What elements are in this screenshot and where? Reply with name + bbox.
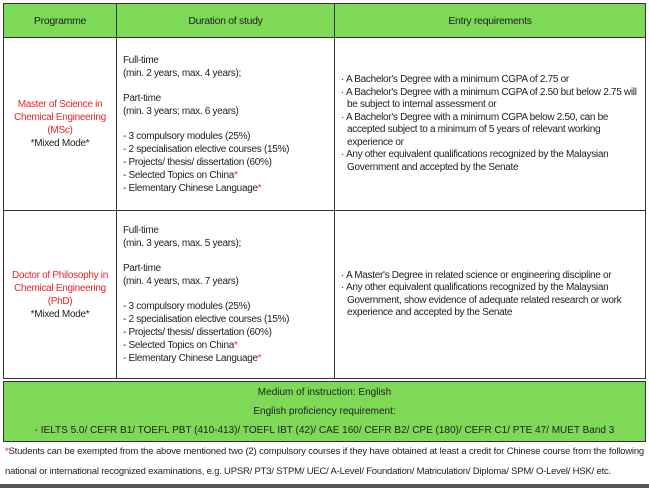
asterisk: *: [257, 182, 262, 194]
duration-cell: [117, 211, 335, 379]
entry-item: · Any other equivalent qualifications recognized by the Malaysian Government and accepted by the Senate: [341, 149, 609, 173]
asterisk: *: [233, 340, 238, 351]
table-header: [4, 4, 646, 38]
course-item: - Elementary Chinese Language*: [123, 182, 262, 194]
programme-cell: [4, 211, 117, 379]
entry-item: · A Bachelor's Degree with a minimum CGPA of 2.50 but below 2.75 will be subject to internal assessment or: [341, 86, 637, 110]
table-row: [4, 38, 646, 211]
entry-item: · A Bachelor's Degree with a minimum CGPA of 2.75 or: [341, 74, 569, 85]
medium-of-instruction: Medium of instruction: English: [257, 387, 392, 398]
entry-item: · Any other equivalent qualifications recognized by the Malaysian Government, show evidence of adequate related research or work experience and accepted by the Senate: [341, 282, 622, 318]
entry-item: · A Bachelor's Degree with a minimum CGPA below 2.50, can be accepted subject to a minimum of 5 years of relevant working experience or: [341, 111, 609, 148]
course-item: - Projects/ thesis/ dissertation (60%): [123, 156, 272, 168]
parttime-label: Part-time: [123, 263, 161, 274]
parttime-duration: (min. 3 years; max. 6 years): [123, 105, 239, 117]
course-item: - Projects/ thesis/ dissertation (60%): [123, 327, 272, 338]
fulltime-duration: (min. 3 years, max. 5 years);: [123, 238, 241, 249]
course-item: - Selected Topics on China*: [123, 169, 238, 181]
course-item: - 2 specialisation elective courses (15%): [123, 143, 290, 155]
footnote: [3, 442, 646, 482]
programme-name: Doctor of Philosophy in Chemical Engineering (PhD): [12, 269, 108, 307]
proficiency-tests: - IELTS 5.0/ CEFR B1/ TOEFL PBT (410-413)/ TOEFL IBT (42)/ CAE 160/ CEFR B2/ CPE (180)/ CEFR C1/ PTE 47/ MUET Band 3: [34, 425, 615, 436]
programme-table: [3, 3, 646, 379]
asterisk: *: [257, 353, 262, 364]
header-entry: Entry requirements: [335, 4, 646, 38]
proficiency-heading: English proficiency requirement:: [253, 406, 396, 417]
header-programme: Programme: [4, 4, 117, 38]
parttime-label: Part-time: [123, 92, 161, 104]
bottom-divider: [0, 484, 649, 488]
parttime-duration: (min. 4 years, max. 7 years): [123, 276, 239, 287]
entry-cell: [335, 211, 646, 379]
language-requirements: [3, 381, 646, 442]
programme-mode: *Mixed Mode*: [30, 308, 90, 320]
programme-cell: [4, 38, 117, 211]
course-item: - Elementary Chinese Language*: [123, 353, 262, 364]
footnote-star: *: [5, 446, 9, 457]
entry-item: · A Master's Degree in related science or engineering discipline or: [341, 269, 612, 281]
entry-list: [341, 74, 639, 174]
footnote-text: Students can be exempted from the above mentioned two (2) compulsory courses if they have obtained at least a credit for Chinese course from the following national or international recognized examinations, e.g. UPSR/ PT3/ STPM/ UEC/ A-Level/ Foundation/ Matriculation/ Diploma/ SPM/ O-Level/ HSK/ etc.: [5, 446, 644, 477]
fulltime-label: Full-time: [123, 54, 159, 66]
duration-cell: [117, 38, 335, 211]
asterisk: *: [233, 169, 238, 181]
course-item: - Selected Topics on China*: [123, 340, 238, 351]
programme-mode: *Mixed Mode*: [30, 138, 90, 149]
entry-list: [341, 270, 639, 320]
header-duration: Duration of study: [117, 4, 335, 38]
course-item: - 3 compulsory modules (25%): [123, 130, 251, 142]
programme-name: Master of Science in Chemical Engineering (MSc): [14, 99, 106, 136]
course-item: - 3 compulsory modules (25%): [123, 301, 251, 312]
course-item: - 2 specialisation elective courses (15%): [123, 314, 290, 325]
entry-cell: [335, 38, 646, 211]
fulltime-label: Full-time: [123, 225, 159, 236]
fulltime-duration: (min. 2 years, max. 4 years);: [123, 67, 241, 79]
programme-table-container: [3, 3, 646, 482]
table-row: [4, 211, 646, 379]
